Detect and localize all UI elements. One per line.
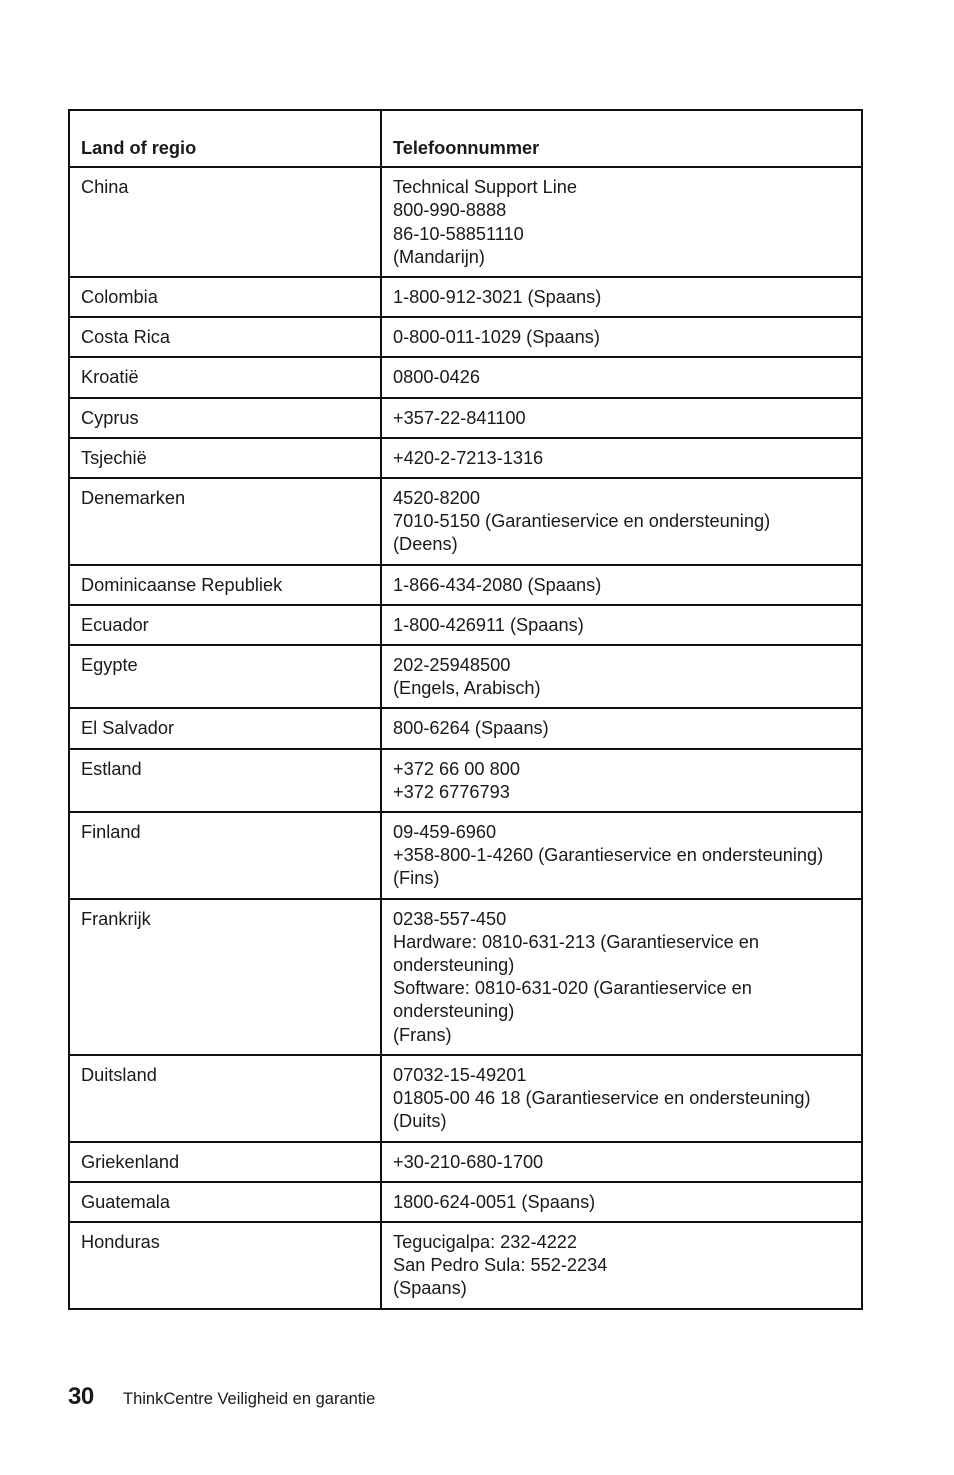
phone-line: +372 6776793	[393, 781, 510, 802]
phone-cell	[381, 605, 862, 645]
table-row	[69, 749, 862, 812]
table-row	[69, 478, 862, 565]
table-row	[69, 357, 862, 397]
phone-cell	[381, 317, 862, 357]
country-cell: Kroatië	[69, 357, 381, 397]
phone-line: (Duits)	[393, 1111, 447, 1132]
phone-line: (Spaans)	[393, 1278, 467, 1299]
phone-cell	[381, 478, 862, 565]
phone-line: ondersteuning)	[393, 955, 515, 976]
country-cell: Colombia	[69, 277, 381, 317]
phone-line: Software: 0810-631-020 (Garantieservice en	[393, 978, 752, 999]
phone-line: San Pedro Sula: 552-2234	[393, 1255, 608, 1276]
column-header-country: Land of regio	[69, 110, 381, 167]
phone-line: Technical Support Line	[393, 177, 578, 198]
table-row	[69, 605, 862, 645]
phone-line: +30-210-680-1700	[393, 1151, 544, 1172]
footer-title: ThinkCentre Veiligheid en garantie	[123, 1390, 376, 1408]
phone-cell	[381, 812, 862, 899]
phone-cell	[381, 438, 862, 478]
phone-cell	[381, 398, 862, 438]
phone-line: 0-800-011-1029 (Spaans)	[393, 327, 600, 348]
phone-line: 07032-15-49201	[393, 1064, 527, 1085]
phone-line: 86-10-58851110	[393, 223, 524, 244]
phone-line: (Engels, Arabisch)	[393, 678, 541, 699]
phone-line: (Deens)	[393, 534, 458, 555]
phone-line: 0238-557-450	[393, 908, 507, 929]
table-row	[69, 1222, 862, 1309]
phone-cell	[381, 277, 862, 317]
table-row	[69, 1182, 862, 1222]
phone-line: 800-990-8888	[393, 200, 507, 221]
phone-line: 09-459-6960	[393, 822, 497, 843]
phone-line: 800-6264 (Spaans)	[393, 718, 549, 739]
phone-cell	[381, 167, 862, 277]
phone-line: 4520-8200	[393, 488, 480, 509]
country-cell: Honduras	[69, 1222, 381, 1309]
country-cell: Griekenland	[69, 1142, 381, 1182]
table-row	[69, 645, 862, 708]
phone-line: (Mandarijn)	[393, 246, 485, 267]
phone-cell	[381, 1182, 862, 1222]
table-row	[69, 899, 862, 1055]
column-header-phone: Telefoonnummer	[381, 110, 862, 167]
country-cell: Costa Rica	[69, 317, 381, 357]
support-phone-table	[68, 109, 863, 1310]
phone-line: +357-22-841100	[393, 407, 526, 428]
table-row	[69, 812, 862, 899]
table-header-row	[69, 110, 862, 167]
phone-line: 7010-5150 (Garantieservice en ondersteuning)	[393, 511, 771, 532]
phone-line: +420-2-7213-1316	[393, 447, 544, 468]
table-row	[69, 398, 862, 438]
country-cell: Finland	[69, 812, 381, 899]
phone-line: 0800-0426	[393, 367, 480, 388]
phone-line: ondersteuning)	[393, 1001, 515, 1022]
country-cell: Ecuador	[69, 605, 381, 645]
country-cell: El Salvador	[69, 708, 381, 748]
phone-line: 1-866-434-2080 (Spaans)	[393, 574, 602, 595]
table-row	[69, 565, 862, 605]
table-row	[69, 1142, 862, 1182]
table-row	[69, 708, 862, 748]
phone-cell	[381, 708, 862, 748]
phone-cell	[381, 1142, 862, 1182]
page-number: 30	[68, 1383, 94, 1410]
phone-cell	[381, 565, 862, 605]
phone-line: Tegucigalpa: 232-4222	[393, 1231, 578, 1252]
phone-cell	[381, 1055, 862, 1142]
phone-cell	[381, 749, 862, 812]
phone-cell	[381, 645, 862, 708]
table-row	[69, 1055, 862, 1142]
phone-cell	[381, 899, 862, 1055]
country-cell: Duitsland	[69, 1055, 381, 1142]
country-cell: Egypte	[69, 645, 381, 708]
country-cell: Tsjechië	[69, 438, 381, 478]
phone-line: +372 66 00 800	[393, 758, 520, 779]
phone-line: 1800-624-0051 (Spaans)	[393, 1191, 596, 1212]
phone-line: Hardware: 0810-631-213 (Garantieservice en	[393, 931, 759, 952]
country-cell: Denemarken	[69, 478, 381, 565]
phone-line: 202-25948500	[393, 655, 511, 676]
phone-line: 1-800-912-3021 (Spaans)	[393, 287, 602, 308]
phone-line: 01805-00 46 18 (Garantieservice en ondersteuning)	[393, 1088, 811, 1109]
country-cell: Frankrijk	[69, 899, 381, 1055]
phone-line: (Frans)	[393, 1024, 452, 1045]
table-row	[69, 277, 862, 317]
country-cell: Estland	[69, 749, 381, 812]
phone-line: +358-800-1-4260 (Garantieservice en ondersteuning)	[393, 845, 824, 866]
phone-cell	[381, 357, 862, 397]
country-cell: Dominicaanse Republiek	[69, 565, 381, 605]
table-row	[69, 167, 862, 277]
table-body	[69, 167, 862, 1308]
phone-cell	[381, 1222, 862, 1309]
table-row	[69, 317, 862, 357]
country-cell: Cyprus	[69, 398, 381, 438]
table-row	[69, 438, 862, 478]
phone-line: (Fins)	[393, 868, 440, 889]
country-cell: China	[69, 167, 381, 277]
country-cell: Guatemala	[69, 1182, 381, 1222]
phone-line: 1-800-426911 (Spaans)	[393, 614, 584, 635]
